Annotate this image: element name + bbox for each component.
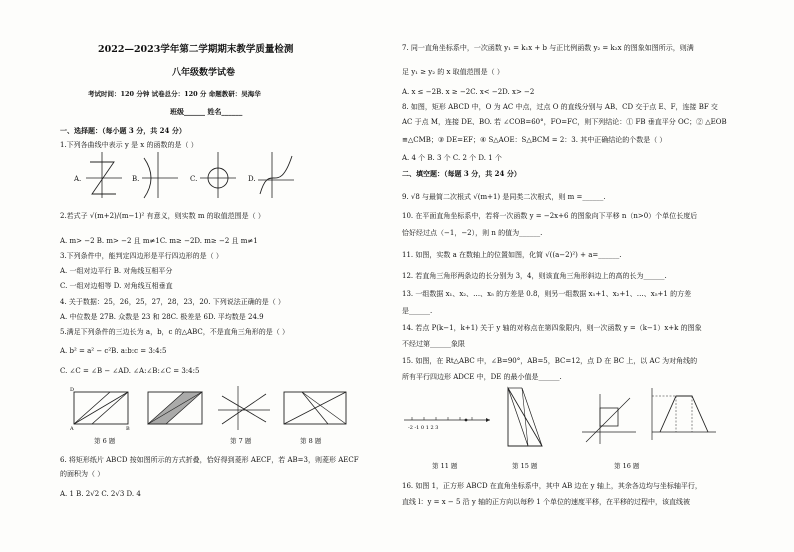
q10-text: 10. 在平面直角坐标系中，若将一次函数 y = −2x+6 的图象向下平移 n（n>0）个单位长度后 (402, 212, 698, 220)
fig-caption-q11: 第 11 题 (432, 462, 458, 470)
fig-caption-q6: 第 6 题 (94, 437, 116, 445)
q1-graph-d (256, 150, 296, 200)
q6-text-2: 的面积为（ ） (60, 470, 105, 478)
section1-title: 一、选择题：（每小题 3 分，共 24 分） (60, 126, 186, 135)
fig-caption-q8: 第 8 题 (300, 437, 322, 445)
fig-caption-q15: 第 15 题 (512, 462, 538, 470)
fig-q15-triangle (502, 384, 548, 450)
svg-text:D: D (70, 387, 75, 393)
q5-options-ab: A. b² = a² − c²B. a:b:c = 3:4:5 (60, 347, 167, 355)
q11-text: 11. 如图，实数 a 在数轴上的位置如图，化简 √((a−2)²) + a=______. (402, 251, 622, 259)
q1-opt-c: C. (190, 175, 198, 183)
q6-options: A. 1 B. 2√2 C. 2√3 D. 4 (60, 490, 141, 498)
fig-q16-coordinate (580, 392, 638, 446)
q8-text: 8. 如图，矩形 ABCD 中，O 为 AC 中点，过点 O 的直线分别与 AB、CD 交于点 E、F，连接 BF 交 (402, 103, 718, 111)
q8-text-3: ≌△CMB；③ DE=EF；④ S△AOE：S△BCM = 2：3. 其中正确结论的个数是（ ） (402, 136, 667, 144)
exam-subtitle: 八年级数学试卷 (172, 68, 236, 78)
q8-text-2: AC 于点 M，连接 DE、BO. 若 ∠COB=60°，FO=FC，则下列结论：① FB 垂直平分 OC；② △EOB (402, 118, 727, 126)
q14-text-2: 不经过第______象限 (402, 340, 465, 348)
svg-text:-2 -1 0 1 2 3: -2 -1 0 1 2 3 (408, 425, 439, 431)
q15-text-2: 所有平行四边形 ADCE 中，DE 的最小值是______. (402, 373, 562, 381)
q10-text-2: 恰好经过点（−1，−2），则 n 的值为______. (402, 229, 543, 237)
q1-opt-a: A. (74, 175, 82, 183)
q5-options-cd: C. ∠C = ∠B − ∠AD. ∠A:∠B:∠C = 3:4:5 (60, 367, 200, 375)
fig-q16-graph2 (646, 386, 718, 442)
q14-text: 14. 若点 P(k−1，k+1) 关于 y 轴的对称点在第四象限内，则一次函数 y =（k−1）x+k 的图象 (402, 324, 702, 332)
q3-text: 3.下列条件中，能判定四边形是平行四边形的是（ ） (60, 252, 223, 260)
q1-graph-b (140, 150, 180, 200)
q2-text: 2.若式子 √(m+2)/(m−1)² 有意义，则实数 m 的取值范围是（ ） (60, 212, 265, 220)
q4-options: A. 中位数是 27B. 众数是 23 和 28C. 极差是 6D. 平均数是 24.9 (60, 313, 264, 321)
q7-text-2: 足 y₁ ≥ y₂ 的 x 取值范围是（ ） (402, 68, 504, 76)
q1-graph-c (198, 150, 238, 200)
class-name-line: 班级______ 姓名______ (170, 107, 243, 116)
section2-title: 二、填空题：（每题 3 分，共 24 分） (402, 169, 521, 178)
q12-text: 12. 若直角三角形两条边的长分别为 3，4，则该直角三角形斜边上的高的长为______. (402, 272, 667, 280)
exam-info: 考试时间：120 分钟 试卷总分：120 分 命题教研：吴海华 (88, 90, 261, 98)
q16-text-2: 直线 l：y = x − 5 沿 y 轴的正方向以每秒 1 个单位的速度平移，在平移的过程中，该直线被 (402, 498, 690, 506)
q5-text: 5.满足下列条件的三边长为 a，b，c 的△ABC，不是直角三角形的是（ ） (60, 328, 289, 336)
q16-text: 16. 如图 1，正方形 ABCD 在直角坐标系中，其中 AB 边在 y 轴上，其余各边均与坐标轴平行， (402, 482, 702, 490)
q1-graph-a (84, 150, 124, 200)
q3-options-ab: A. 一组对边平行 B. 对角线互相平分 (60, 267, 173, 275)
exam-title: 2022—2023学年第二学期期末教学质量检测 (98, 44, 294, 55)
q7-options: A. x ≤ −2B. x ≥ −2C. x< −2D. x> −2 (402, 88, 535, 96)
fig-q6-shaded (144, 386, 206, 430)
fig-q7 (216, 384, 272, 432)
svg-text:B: B (126, 426, 130, 430)
q7-text: 7. 同一直角坐标系中，一次函数 y₁ = k₁x + b 与正比例函数 y₂ = k₂x 的图象如图所示，则满 (402, 44, 694, 52)
q15-text: 15. 如图，在 Rt△ABC 中，∠B=90°，AB=5，BC=12，点 D 在 BC 上，以 AC 为对角线的 (402, 357, 698, 365)
q2-options: A. m> −2 B. m> −2 且 m≠1C. m≥ −2D. m≥ −2 且 m≠1 (60, 237, 258, 245)
q1-opt-b: B. (132, 175, 140, 183)
q8-options: A. 4 个 B. 3 个 C. 2 个 D. 1 个 (402, 154, 502, 162)
fig-caption-q7: 第 7 题 (230, 437, 252, 445)
q13-text-2: 是______. (402, 307, 433, 315)
q6-text: 6. 将矩形纸片 ABCD 按如图所示的方式折叠，恰好得到菱形 AECF，若 AB=3，则菱形 AECF (60, 456, 359, 464)
q9-text: 9. √8 与最简二次根式 √(m+1) 是同类二次根式，则 m =______. (402, 193, 606, 201)
q4-text: 4. 关于数据：25，26，25，27，28，23，20. 下列说法正确的是（ ） (60, 298, 285, 306)
q1-text: 1.下列各曲线中表示 y 是 x 的函数的是（ ） (60, 141, 198, 149)
fig-caption-q16: 第 16 题 (614, 462, 640, 470)
q1-opt-d: D. (248, 175, 256, 183)
q3-options-cd: C. 一组对边相等 D. 对角线互相垂直 (60, 282, 173, 290)
fig-q11-number-line (402, 400, 492, 436)
q13-text: 13. 一组数据 x₁、x₂、…、x₅ 的方差是 0.8，则另一组数据 x₁+1、x₂+1、…、x₅+1 的方差 (402, 290, 692, 298)
fig-q6 (70, 386, 132, 430)
svg-text:A: A (70, 426, 74, 430)
fig-q8 (280, 386, 350, 430)
